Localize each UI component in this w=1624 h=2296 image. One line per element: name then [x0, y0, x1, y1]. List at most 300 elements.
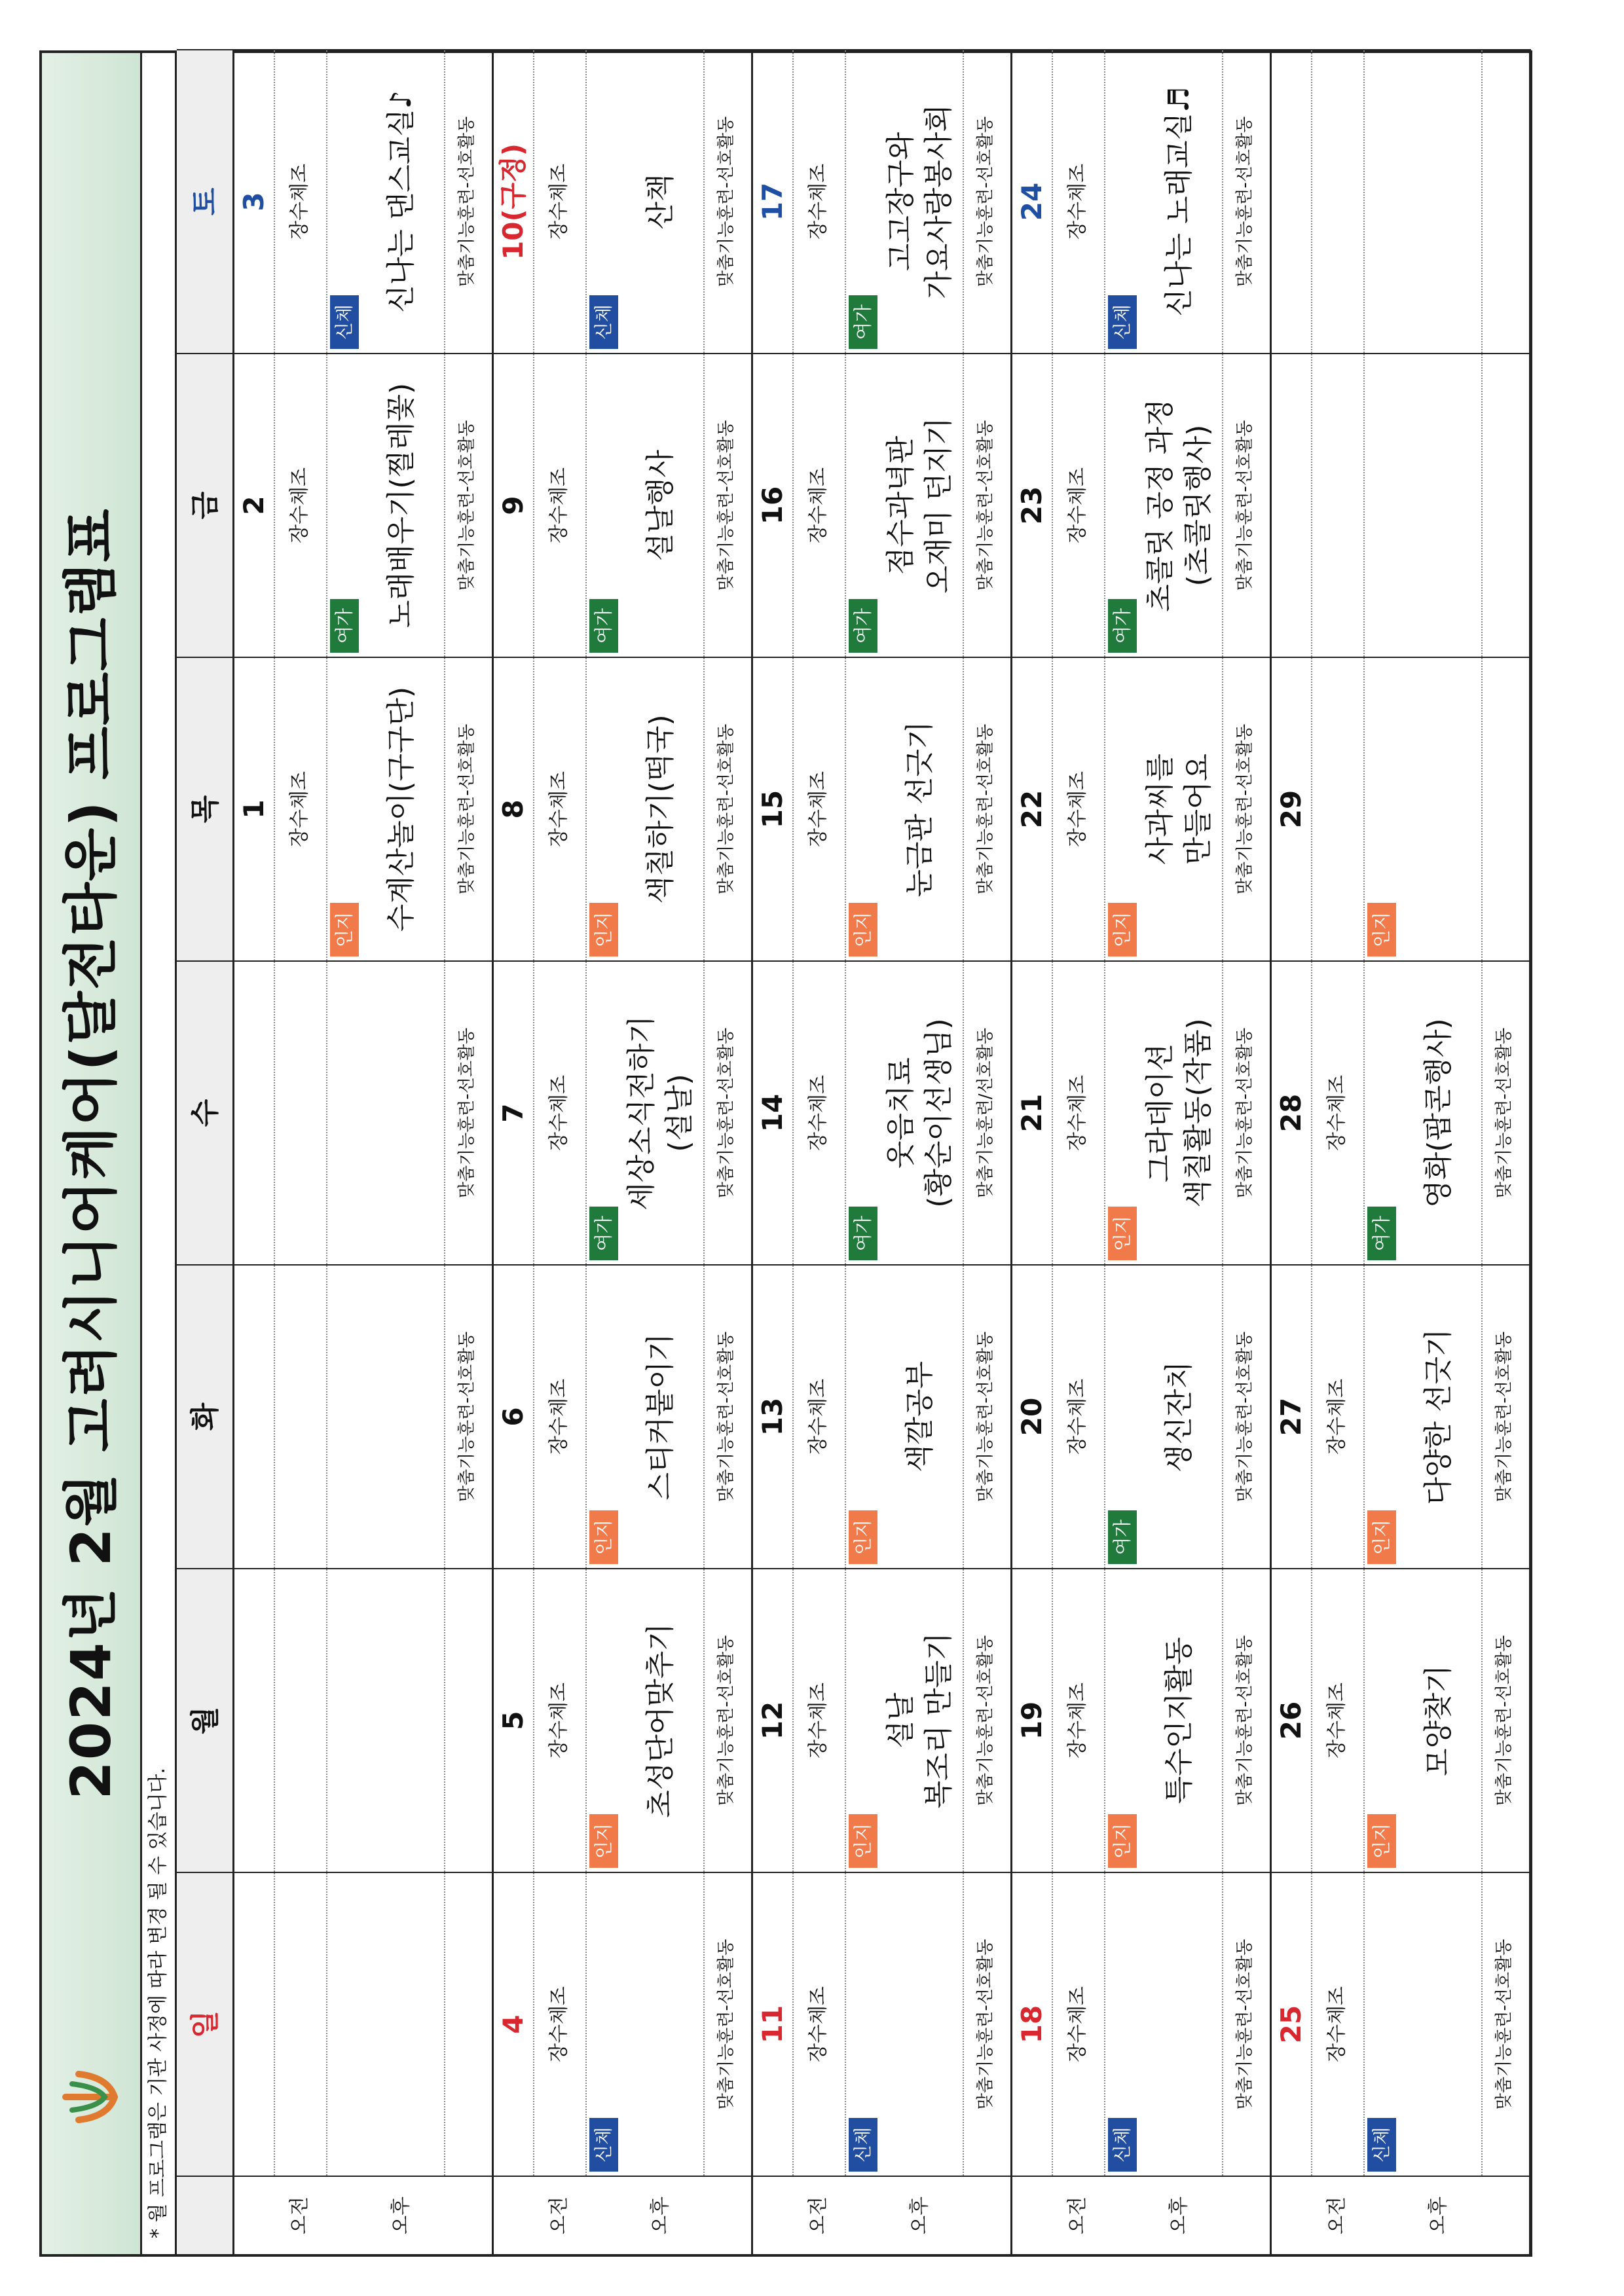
slot-label-cell [234, 2176, 494, 2254]
date-number: 7 [497, 1103, 529, 1123]
slot-label-cell [494, 2176, 753, 2254]
row-divider [1104, 962, 1105, 1264]
row-divider [1481, 1873, 1483, 2176]
row-divider [1363, 1266, 1365, 1568]
weekday-header: 목 [177, 657, 234, 960]
program-line: 만들어요 [1181, 754, 1215, 866]
afternoon-program [359, 962, 444, 1264]
morning-activity: 장수체조 [1066, 771, 1089, 847]
date-number: 13 [756, 1397, 788, 1436]
category-badge: 신체 [589, 295, 618, 349]
row-divider [1104, 354, 1105, 657]
header-corner [177, 2176, 234, 2254]
row-divider [845, 962, 846, 1264]
program-line: 초성단어맞추기 [644, 1623, 677, 1818]
afternoon-program [618, 1569, 703, 1872]
day-cell [1012, 1872, 1272, 2176]
row-divider [703, 658, 705, 960]
day-cell [753, 49, 1012, 353]
morning-activity [1311, 354, 1363, 657]
date-number: 1 [238, 799, 270, 819]
date-number: 3 [238, 192, 270, 211]
afternoon-program [877, 1266, 963, 1568]
morning-activity: 장수체조 [1325, 1075, 1348, 1151]
afternoon-program [1137, 1873, 1222, 2176]
program-line: 복조리 만들기 [922, 1632, 955, 1809]
day-cell [234, 1568, 494, 1872]
custom-training-note: 맞춤기능훈련-선호활동 [1494, 1331, 1514, 1503]
row-divider [1104, 1266, 1105, 1568]
afternoon-program [877, 354, 963, 657]
day-cell [494, 49, 753, 353]
category-badge: 여가 [849, 295, 877, 349]
custom-training-note: 맞춤기능훈련-선호활동 [976, 420, 995, 591]
category-badge: 인지 [1367, 1510, 1396, 1564]
afternoon-program [618, 658, 703, 960]
custom-training-note: 맞춤기능훈련-선호활동 [1494, 1027, 1514, 1199]
custom-training-note: 맞춤기능훈련-선호활동 [1235, 1027, 1255, 1199]
row-divider [1481, 354, 1483, 657]
row-divider [1222, 1266, 1223, 1568]
day-cell [234, 1264, 494, 1568]
morning-activity: 장수체조 [1066, 164, 1089, 240]
date-number [234, 1266, 274, 1568]
day-cell [494, 657, 753, 960]
morning-activity [1311, 50, 1363, 353]
weekday-header: 금 [177, 353, 234, 657]
date-number: 8 [497, 799, 529, 819]
day-cell [1272, 1568, 1531, 1872]
row-divider [963, 1569, 964, 1872]
day-cell [753, 1872, 1012, 2176]
day-cell [1012, 1568, 1272, 1872]
custom-training-note: 맞춤기능훈련-선호활동 [1235, 420, 1255, 591]
date-number: 17 [756, 182, 788, 221]
custom-training-note [1485, 50, 1523, 353]
row-divider [845, 1569, 846, 1872]
row-divider [963, 354, 964, 657]
slot-label-cell [1012, 2176, 1272, 2254]
morning-activity [274, 1266, 326, 1568]
row-divider [1222, 1873, 1223, 2176]
morning-activity: 장수체조 [547, 1683, 570, 1758]
row-divider [326, 1873, 327, 2176]
slot-am-label: 오전 [288, 2196, 311, 2234]
date-number: 11 [756, 2005, 788, 2044]
afternoon-program [877, 50, 963, 353]
date-number: 10(구정) [497, 143, 529, 260]
row-divider [845, 1873, 846, 2176]
custom-training-note: 맞춤기능훈련-선호활동 [716, 1635, 736, 1806]
day-cell [1272, 1264, 1531, 1568]
category-badge: 신체 [1108, 2118, 1137, 2172]
row-divider [703, 1873, 705, 2176]
row-divider [1104, 1569, 1105, 1872]
program-line: 산책 [644, 173, 677, 230]
date-number: 28 [1275, 1093, 1307, 1133]
morning-activity [1311, 658, 1363, 960]
morning-activity: 장수체조 [547, 1986, 570, 2062]
afternoon-program [1396, 1569, 1481, 1872]
category-badge: 인지 [589, 1510, 618, 1564]
morning-activity: 장수체조 [807, 1986, 830, 2062]
date-number: 2 [238, 496, 270, 515]
slot-label-cell [1272, 2176, 1531, 2254]
category-badge: 신체 [1108, 295, 1137, 349]
slot-am-label: 오전 [807, 2196, 830, 2234]
day-cell [494, 1872, 753, 2176]
row-divider [1104, 658, 1105, 960]
title-bar [42, 53, 142, 2254]
category-badge: 인지 [849, 903, 877, 957]
row-divider [444, 354, 445, 657]
custom-training-note: 맞춤기능훈련-선호활동 [976, 723, 995, 895]
morning-activity: 장수체조 [1066, 1683, 1089, 1758]
row-divider [1363, 1569, 1365, 1872]
category-badge: 인지 [589, 1814, 618, 1868]
row-divider [1363, 658, 1365, 960]
morning-activity: 장수체조 [1325, 1683, 1348, 1758]
date-number: 14 [756, 1093, 788, 1133]
day-cell [234, 960, 494, 1264]
category-badge: 여가 [589, 1207, 618, 1260]
row-divider [1363, 354, 1365, 657]
morning-activity: 장수체조 [1066, 467, 1089, 543]
day-cell [234, 353, 494, 657]
row-divider [703, 50, 705, 353]
afternoon-program [359, 1873, 444, 2176]
morning-activity: 장수체조 [288, 467, 311, 543]
program-line: 특수인지활동 [1162, 1637, 1196, 1804]
custom-training-note: 맞춤기능훈련-선호활동 [716, 1027, 736, 1199]
row-divider [585, 50, 587, 353]
program-line: 색칠하기(떡국) [644, 714, 677, 904]
row-divider [326, 354, 327, 657]
custom-training-note: 맞춤기능훈련-선호활동 [716, 1939, 736, 2110]
program-line: 사과씨를 [1143, 754, 1177, 866]
date-number: 12 [756, 1701, 788, 1740]
row-divider [585, 962, 587, 1264]
day-cell [494, 353, 753, 657]
slot-pm-label: 오후 [908, 2196, 931, 2234]
afternoon-program [1137, 658, 1222, 960]
program-line: 설날 [884, 1692, 917, 1749]
category-badge: 여가 [849, 599, 877, 653]
category-badge: 인지 [1108, 903, 1137, 957]
category-badge: 인지 [1367, 1814, 1396, 1868]
afternoon-program [1137, 1266, 1222, 1568]
date-number: 22 [1016, 790, 1048, 829]
row-divider [963, 962, 964, 1264]
day-cell [234, 49, 494, 353]
day-cell [494, 1264, 753, 1568]
custom-training-note: 맞춤기능훈련-선호활동 [1235, 1331, 1255, 1503]
afternoon-program [1396, 50, 1481, 353]
custom-training-note: 맞춤기능훈련-선호활동 [1235, 116, 1255, 287]
row-divider [963, 50, 964, 353]
morning-activity: 장수체조 [807, 164, 830, 240]
afternoon-program [359, 354, 444, 657]
morning-activity [274, 1873, 326, 2176]
morning-activity: 장수체조 [547, 1075, 570, 1151]
morning-activity: 장수체조 [1325, 1379, 1348, 1455]
date-number: 15 [756, 790, 788, 829]
row-divider [444, 658, 445, 960]
date-number: 21 [1016, 1093, 1048, 1133]
row-divider [444, 1873, 445, 2176]
morning-activity: 장수체조 [807, 771, 830, 847]
afternoon-program [359, 50, 444, 353]
day-cell [1012, 1264, 1272, 1568]
category-badge: 인지 [849, 1814, 877, 1868]
program-line: 웃음치료 [884, 1057, 917, 1169]
custom-training-note: 맞춤기능훈련-선호활동 [976, 1939, 995, 2110]
date-number: 25 [1275, 2005, 1307, 2044]
category-badge: 신체 [330, 295, 359, 349]
custom-training-note: 맞춤기능훈련-선호활동 [1494, 1939, 1514, 2110]
date-number [1272, 50, 1311, 353]
slot-pm-label: 오후 [649, 2196, 672, 2234]
category-badge: 인지 [1108, 1814, 1137, 1868]
program-line: 점수과녁판 [884, 435, 917, 575]
morning-activity: 장수체조 [1066, 1075, 1089, 1151]
morning-activity [274, 1569, 326, 1872]
weekday-header: 월 [177, 1568, 234, 1872]
morning-activity: 장수체조 [547, 771, 570, 847]
custom-training-note: 맞춤기능훈련-선호활동 [1235, 723, 1255, 895]
row-divider [963, 1873, 964, 2176]
row-divider [1363, 1873, 1365, 2176]
morning-activity: 장수체조 [807, 1075, 830, 1151]
row-divider [326, 1266, 327, 1568]
program-line: 초콜릿 공정 과정 [1143, 399, 1177, 612]
afternoon-program [618, 1266, 703, 1568]
program-line: 세상소식전하기 [625, 1015, 658, 1211]
morning-activity: 장수체조 [807, 467, 830, 543]
afternoon-program [877, 658, 963, 960]
program-line: 노래배우기(찔레꽃) [384, 382, 418, 629]
custom-training-note: 맞춤기능훈련-선호활동 [976, 1635, 995, 1806]
custom-training-note: 맞춤기능훈련-선호활동 [976, 116, 995, 287]
custom-training-note [448, 1873, 486, 2176]
afternoon-program [1137, 962, 1222, 1264]
program-line: 눈금판 선긋기 [903, 721, 936, 898]
category-badge: 인지 [1108, 1207, 1137, 1260]
calendar-frame [39, 50, 1532, 2257]
row-divider [1363, 962, 1365, 1264]
morning-activity: 장수체조 [807, 1683, 830, 1758]
program-line: 스티커붙이기 [644, 1333, 677, 1501]
afternoon-program [1396, 962, 1481, 1264]
row-divider [585, 1569, 587, 1872]
morning-activity: 장수체조 [288, 771, 311, 847]
date-number: 9 [497, 496, 529, 515]
date-number: 23 [1016, 486, 1048, 525]
row-divider [703, 1569, 705, 1872]
category-badge: 신체 [589, 2118, 618, 2172]
row-divider [845, 658, 846, 960]
row-divider [845, 354, 846, 657]
category-badge: 여가 [589, 599, 618, 653]
custom-training-note: 맞춤기능훈련-선호활동 [716, 420, 736, 591]
category-badge: 신체 [849, 2118, 877, 2172]
date-number: 6 [497, 1407, 529, 1427]
custom-training-note: 맞춤기능훈련-선호활동 [457, 116, 477, 287]
date-number: 19 [1016, 1701, 1048, 1740]
morning-activity: 장수체조 [547, 1379, 570, 1455]
weekday-header: 수 [177, 960, 234, 1264]
program-line: 생신잔치 [1162, 1361, 1196, 1473]
notice-text: * 월 프로그램은 기관 사정에 따라 변경 될 수 있습니다. [140, 53, 177, 2254]
custom-training-note [448, 1569, 486, 1872]
program-line: 설날행사 [644, 450, 677, 562]
day-cell [494, 960, 753, 1264]
afternoon-program [618, 50, 703, 353]
date-number: 4 [497, 2014, 529, 2034]
custom-training-note [1485, 354, 1523, 657]
row-divider [1104, 50, 1105, 353]
day-cell [1012, 657, 1272, 960]
row-divider [1481, 50, 1483, 353]
row-divider [444, 1569, 445, 1872]
row-divider [1481, 962, 1483, 1264]
day-cell [494, 1568, 753, 1872]
day-cell [753, 353, 1012, 657]
afternoon-program [1137, 50, 1222, 353]
row-divider [1363, 50, 1365, 353]
afternoon-program [1137, 1569, 1222, 1872]
date-number [234, 1569, 274, 1872]
date-number: 24 [1016, 182, 1048, 221]
date-number [1272, 354, 1311, 657]
custom-training-note: 맞춤기능훈련-선호활동 [716, 723, 736, 895]
date-number [234, 1873, 274, 2176]
program-line: 다양한 선긋기 [1422, 1328, 1455, 1505]
day-cell [753, 960, 1012, 1264]
program-line: 모양찾기 [1422, 1665, 1455, 1777]
row-divider [326, 1569, 327, 1872]
schedule-grid [177, 53, 1535, 2254]
day-cell [1012, 353, 1272, 657]
program-line: 색칠활동(작품) [1181, 1018, 1215, 1208]
row-divider [585, 354, 587, 657]
row-divider [326, 962, 327, 1264]
afternoon-program [1396, 658, 1481, 960]
morning-activity: 장수체조 [547, 164, 570, 240]
day-cell [234, 1872, 494, 2176]
row-divider [585, 1266, 587, 1568]
afternoon-program [359, 1569, 444, 1872]
custom-training-note: 맞춤기능훈련-선호활동 [1235, 1635, 1255, 1806]
custom-training-note: 맞춤기능훈련-선호활동 [1235, 1939, 1255, 2110]
day-cell [1012, 960, 1272, 1264]
custom-training-note: 맞춤기능훈련-선호활동 [716, 116, 736, 287]
afternoon-program [877, 1873, 963, 2176]
row-divider [444, 1266, 445, 1568]
day-cell [1272, 353, 1531, 657]
page-title: 2024년 2월 고려시니어케어(달전타운) 프로그램표 [59, 507, 123, 1800]
program-line: 고고장구와 [884, 132, 917, 272]
date-number: 5 [497, 1711, 529, 1730]
day-cell [1012, 49, 1272, 353]
date-number: 18 [1016, 2005, 1048, 2044]
day-cell [1272, 657, 1531, 960]
afternoon-program [618, 962, 703, 1264]
program-line: 신나는 댄스교실♪ [384, 90, 418, 313]
custom-training-note: 맞춤기능훈련/선호활동 [976, 1028, 995, 1198]
row-divider [1104, 1873, 1105, 2176]
afternoon-program [877, 962, 963, 1264]
row-divider [1222, 50, 1223, 353]
morning-activity: 장수체조 [288, 164, 311, 240]
day-cell [234, 657, 494, 960]
row-divider [444, 50, 445, 353]
date-number: 26 [1275, 1701, 1307, 1740]
date-number: 29 [1275, 790, 1307, 829]
category-badge: 여가 [1108, 599, 1137, 653]
date-number [234, 962, 274, 1264]
program-line: 영화(팝콘행사) [1422, 1018, 1455, 1208]
morning-activity: 장수체조 [1066, 1986, 1089, 2062]
category-badge: 인지 [330, 903, 359, 957]
row-divider [326, 658, 327, 960]
custom-training-note: 맞춤기능훈련-선호활동 [457, 1331, 477, 1503]
category-badge: 여가 [1367, 1207, 1396, 1260]
row-divider [963, 1266, 964, 1568]
program-line: 오재미 던지기 [922, 417, 955, 594]
program-line: 색깔공부 [903, 1361, 936, 1473]
row-divider [326, 50, 327, 353]
program-line: 그라데이션 [1143, 1043, 1177, 1183]
slot-pm-label: 오후 [1168, 2196, 1190, 2234]
morning-activity: 장수체조 [1325, 1986, 1348, 2062]
row-divider [703, 354, 705, 657]
afternoon-program [618, 354, 703, 657]
afternoon-program [618, 1873, 703, 2176]
day-cell [753, 657, 1012, 960]
day-cell [1272, 49, 1531, 353]
row-divider [1481, 658, 1483, 960]
slot-pm-label: 오후 [390, 2196, 413, 2234]
slot-label-cell [753, 2176, 1012, 2254]
row-divider [1481, 1266, 1483, 1568]
day-cell [753, 1568, 1012, 1872]
custom-training-note: 맞춤기능훈련-선호활동 [457, 723, 477, 895]
category-badge: 인지 [589, 903, 618, 957]
row-divider [963, 658, 964, 960]
slot-am-label: 오전 [1066, 2196, 1089, 2234]
row-divider [444, 962, 445, 1264]
afternoon-program [1396, 354, 1481, 657]
row-divider [703, 962, 705, 1264]
program-line: 수계산놀이(구구단) [384, 686, 418, 932]
custom-training-note: 맞춤기능훈련-선호활동 [1494, 1635, 1514, 1806]
slot-am-label: 오전 [547, 2196, 570, 2234]
weekday-header: 토 [177, 49, 234, 353]
custom-training-note [1485, 658, 1523, 960]
custom-training-note: 맞춤기능훈련-선호활동 [716, 1331, 736, 1503]
row-divider [1481, 1569, 1483, 1872]
afternoon-program [359, 1266, 444, 1568]
slot-pm-label: 오후 [1427, 2196, 1450, 2234]
slot-am-label: 오전 [1325, 2196, 1348, 2234]
category-badge: 인지 [1367, 903, 1396, 957]
category-badge: 신체 [1367, 2118, 1396, 2172]
row-divider [703, 1266, 705, 1568]
custom-training-note: 맞춤기능훈련-선호활동 [457, 1027, 477, 1199]
program-line: (설날) [663, 1074, 696, 1152]
afternoon-program [1137, 354, 1222, 657]
